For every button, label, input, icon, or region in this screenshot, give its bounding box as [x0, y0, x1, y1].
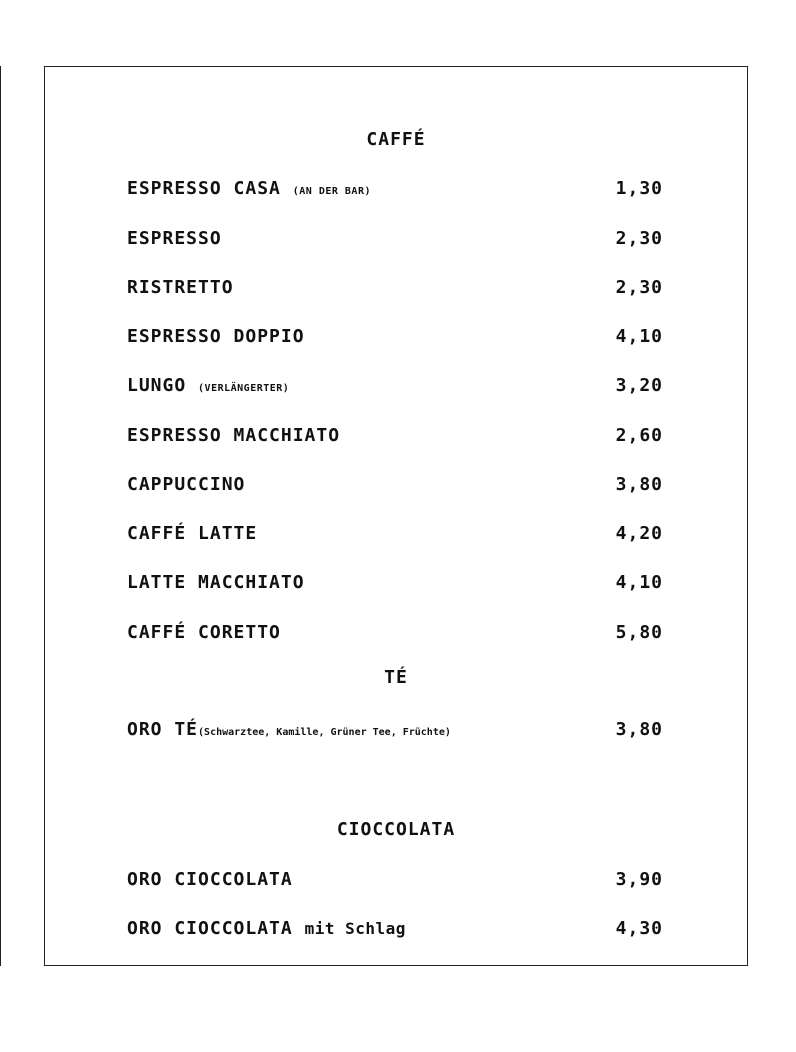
item-price: 2,60 — [615, 425, 663, 446]
menu-item-espresso — [127, 228, 667, 249]
item-price: 5,80 — [615, 622, 663, 643]
menu-item-espresso-casa — [127, 178, 667, 199]
item-name: ESPRESSO CASA — [127, 178, 281, 199]
item-name: CAFFÉ LATTE — [127, 523, 258, 544]
menu-item-oro-te — [127, 719, 667, 740]
menu-item-espresso-macchiato — [127, 425, 667, 446]
item-price: 4,20 — [615, 523, 663, 544]
item-name: ESPRESSO MACCHIATO — [127, 425, 341, 446]
item-name: LUNGO — [127, 375, 187, 396]
menu-item-oro-cioccolata-mit-schlag — [127, 918, 667, 939]
menu-item-caffe-coretto — [127, 622, 667, 643]
left-edge-line — [0, 66, 1, 966]
menu-item-ristretto — [127, 277, 667, 298]
item-price: 2,30 — [615, 277, 663, 298]
item-name: ORO CIOCCOLATA — [127, 869, 293, 890]
menu-item-oro-cioccolata — [127, 869, 667, 890]
item-name: CAFFÉ CORETTO — [127, 622, 281, 643]
item-price: 2,30 — [615, 228, 663, 249]
menu-card — [44, 66, 748, 966]
item-price: 4,30 — [615, 918, 663, 939]
section-title-te: TÉ — [384, 667, 408, 688]
item-note: (Schwarztee, Kamille, Grüner Tee, Früchte) — [198, 727, 451, 738]
section-title-caffe: CAFFÉ — [366, 129, 426, 150]
menu-item-lungo — [127, 375, 667, 396]
item-name: ESPRESSO DOPPIO — [127, 326, 305, 347]
item-name: CAPPUCCINO — [127, 474, 246, 495]
item-name: LATTE MACCHIATO — [127, 572, 305, 593]
item-name: ORO CIOCCOLATA — [127, 918, 293, 939]
item-price: 3,20 — [615, 375, 663, 396]
section-title-cioccolata: CIOCCOLATA — [336, 819, 456, 840]
item-price: 4,10 — [615, 326, 663, 347]
item-note: (AN DER BAR) — [292, 186, 371, 197]
item-price: 3,80 — [615, 474, 663, 495]
menu-item-cappuccino — [127, 474, 667, 495]
item-note: (VERLÄNGERTER) — [198, 383, 290, 394]
item-price: 1,30 — [615, 178, 663, 199]
item-price: 3,90 — [615, 869, 663, 890]
menu-item-latte-macchiato — [127, 572, 667, 593]
item-name: ESPRESSO — [127, 228, 222, 249]
item-suffix: mit Schlag — [304, 919, 406, 938]
menu-item-espresso-doppio — [127, 326, 667, 347]
menu-item-caffe-latte — [127, 523, 667, 544]
item-price: 4,10 — [615, 572, 663, 593]
item-name: ORO TÉ — [127, 719, 199, 740]
item-name: RISTRETTO — [127, 277, 234, 298]
item-price: 3,80 — [615, 719, 663, 740]
